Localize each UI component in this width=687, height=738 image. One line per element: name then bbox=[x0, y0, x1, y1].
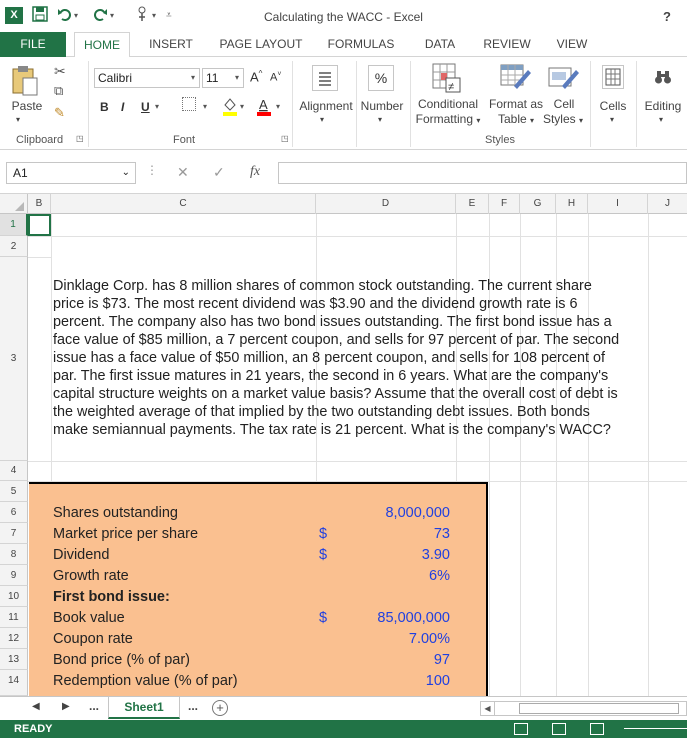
column-header-h[interactable]: H bbox=[556, 194, 588, 214]
customize-qat-icon[interactable]: ⩡ bbox=[166, 10, 172, 21]
problem-line: issue has a face value of $50 million, an 8 percent coupon, and sells for 108 percent of bbox=[53, 350, 605, 366]
column-headers bbox=[0, 193, 687, 214]
gridline bbox=[28, 257, 51, 258]
alignment-button[interactable]: Alignment bbox=[299, 99, 353, 113]
window-title: Calculating the WACC - Excel bbox=[264, 10, 423, 24]
binoculars-icon[interactable] bbox=[654, 69, 672, 88]
tab-review[interactable]: REVIEW bbox=[483, 37, 531, 51]
insert-function-icon[interactable]: fx bbox=[250, 164, 261, 179]
problem-line: face value of $85 million, a 7 percent coupon, and sells for 97 percent of par. The second bbox=[53, 332, 620, 348]
currency-symbol: $ bbox=[319, 526, 328, 542]
row-header-14[interactable]: 14 bbox=[0, 670, 28, 696]
input-label[interactable]: Growth rate bbox=[53, 568, 129, 584]
formula-bar bbox=[0, 150, 687, 192]
number-button[interactable]: Number bbox=[360, 99, 404, 113]
input-value[interactable]: 7.00% bbox=[408, 631, 450, 647]
row-header-8[interactable]: 8 bbox=[0, 544, 28, 565]
paste-button[interactable]: Paste bbox=[11, 99, 43, 113]
ribbon-home bbox=[0, 57, 687, 150]
italic-button[interactable]: I bbox=[121, 100, 125, 114]
row-header-1[interactable]: 1 bbox=[0, 214, 28, 236]
undo-dropdown-icon[interactable]: ▾ bbox=[74, 11, 79, 20]
fill-dropdown-icon[interactable]: ▾ bbox=[240, 102, 245, 111]
conditional-formatting-icon[interactable] bbox=[432, 62, 462, 94]
input-value[interactable]: 8,000,000 bbox=[385, 505, 450, 521]
cells-icon[interactable] bbox=[602, 65, 624, 89]
input-value[interactable]: 6% bbox=[429, 568, 450, 584]
chevron-down-icon: ▾ bbox=[190, 73, 195, 82]
editing-dropdown-icon[interactable]: ▾ bbox=[659, 115, 664, 124]
separator bbox=[410, 61, 411, 147]
cell-styles-label-2[interactable] bbox=[540, 112, 586, 126]
row-header-11[interactable]: 11 bbox=[0, 607, 28, 628]
section-heading[interactable]: First bond issue: bbox=[53, 589, 170, 605]
underline-dropdown-icon[interactable]: ▾ bbox=[155, 102, 160, 111]
input-label[interactable]: Market price per share bbox=[53, 526, 199, 542]
redo-dropdown-icon[interactable]: ▾ bbox=[110, 11, 115, 20]
copy-icon[interactable]: ⧉ bbox=[54, 83, 64, 98]
clipboard-launcher-icon[interactable]: ◳ bbox=[76, 134, 84, 143]
row-header-9[interactable]: 9 bbox=[0, 565, 28, 586]
underline-button[interactable]: U bbox=[141, 100, 150, 114]
column-header-c[interactable]: C bbox=[51, 194, 316, 214]
problem-line: price is $73. The most recent dividend was $3.90 and the dividend growth rate is 6 bbox=[53, 296, 578, 312]
row-header-3[interactable]: 3 bbox=[0, 257, 28, 461]
tab-home[interactable]: HOME bbox=[74, 32, 130, 58]
cancel-icon[interactable]: ✕ bbox=[177, 164, 189, 180]
format-as-table-icon[interactable] bbox=[500, 62, 532, 94]
tab-view[interactable]: VIEW bbox=[556, 37, 588, 51]
name-box[interactable] bbox=[6, 162, 136, 184]
tab-formulas[interactable]: FORMULAS bbox=[327, 37, 395, 51]
scroll-thumb[interactable] bbox=[519, 703, 679, 714]
enter-icon[interactable]: ✓ bbox=[213, 164, 225, 180]
input-label[interactable]: Redemption value (% of par) bbox=[53, 673, 238, 689]
row-header-13[interactable]: 13 bbox=[0, 649, 28, 670]
column-header-g[interactable]: G bbox=[520, 194, 556, 214]
column-header-b[interactable]: B bbox=[28, 194, 51, 214]
cell-styles-label-1[interactable]: Cell bbox=[553, 97, 575, 111]
group-styles: Styles bbox=[485, 134, 515, 146]
touch-dropdown-icon[interactable]: ▾ bbox=[152, 11, 157, 20]
more-sheets-left[interactable]: ... bbox=[89, 699, 100, 713]
input-value[interactable]: 100 bbox=[425, 673, 450, 689]
normal-view-icon[interactable] bbox=[514, 723, 528, 735]
format-as-table-label-1[interactable]: Format as bbox=[488, 97, 543, 111]
page-layout-view-icon[interactable] bbox=[552, 723, 566, 735]
chevron-down-icon: ▾ bbox=[579, 116, 584, 125]
row-header-2[interactable]: 2 bbox=[0, 236, 28, 257]
group-clipboard: Clipboard bbox=[16, 134, 64, 146]
cells-button[interactable]: Cells bbox=[599, 99, 627, 113]
separator bbox=[636, 61, 637, 147]
problem-line: Dinklage Corp. has 8 million shares of common stock outstanding. The current share bbox=[53, 278, 592, 294]
column-header-f[interactable]: F bbox=[489, 194, 520, 214]
formula-bar-more-icon[interactable]: ⋮ bbox=[146, 163, 158, 177]
input-value[interactable]: 73 bbox=[433, 526, 450, 542]
problem-line: percent. The company also has two bond issues outstanding. The first bond issue has a bbox=[53, 314, 612, 330]
paste-dropdown-icon[interactable]: ▾ bbox=[16, 115, 21, 124]
tab-insert[interactable]: INSERT bbox=[149, 37, 193, 51]
status-text: READY bbox=[14, 723, 53, 735]
group-font: Font bbox=[173, 134, 196, 146]
conditional-formatting-text: Formatting bbox=[415, 112, 473, 126]
gridline bbox=[28, 461, 687, 462]
column-header-j[interactable]: J bbox=[665, 198, 670, 209]
shrink-font-icon[interactable]: A˅ bbox=[270, 71, 282, 84]
currency-symbol: $ bbox=[319, 547, 328, 563]
currency-symbol: $ bbox=[319, 610, 328, 626]
excel-logo-icon: X bbox=[5, 7, 23, 24]
borders-icon[interactable] bbox=[182, 97, 196, 111]
column-header-e[interactable]: E bbox=[456, 194, 489, 214]
status-bar bbox=[0, 720, 687, 738]
svg-text:≠: ≠ bbox=[448, 81, 455, 93]
font-size-select[interactable] bbox=[202, 68, 244, 88]
input-label[interactable]: Bond price (% of par) bbox=[53, 652, 191, 668]
active-cell[interactable] bbox=[28, 214, 51, 236]
format-as-table-label-2[interactable] bbox=[484, 112, 548, 126]
tab-file[interactable]: FILE bbox=[0, 32, 66, 57]
input-label[interactable]: Book value bbox=[53, 610, 125, 626]
editing-button[interactable]: Editing bbox=[644, 99, 682, 113]
problem-line: make semiannual payments. The tax rate is 21 percent. What is the company's WACC? bbox=[53, 422, 611, 438]
column-header-d[interactable]: D bbox=[316, 194, 456, 214]
number-dropdown-icon[interactable]: ▾ bbox=[378, 115, 383, 124]
font-size-value: 11 bbox=[206, 71, 219, 85]
zoom-slider[interactable] bbox=[624, 728, 687, 729]
input-value[interactable]: 3.90 bbox=[421, 547, 450, 563]
row-header-10[interactable]: 10 bbox=[0, 586, 28, 607]
horizontal-scrollbar[interactable] bbox=[480, 701, 687, 716]
sheet-tab-bar bbox=[0, 696, 687, 720]
cut-icon[interactable]: ✂ bbox=[54, 63, 66, 79]
tab-page-layout[interactable]: PAGE LAYOUT bbox=[219, 37, 303, 51]
sheet-tab[interactable]: Sheet1 bbox=[108, 697, 180, 719]
cell-styles-icon[interactable] bbox=[548, 62, 580, 94]
help-icon[interactable]: ? bbox=[663, 9, 671, 24]
column-header-i[interactable]: I bbox=[588, 194, 648, 214]
row-header-7[interactable]: 7 bbox=[0, 523, 28, 544]
separator bbox=[292, 61, 293, 147]
select-all-button[interactable] bbox=[0, 194, 28, 214]
title-bar bbox=[0, 0, 687, 32]
scroll-right-icon[interactable]: ▶ bbox=[62, 701, 70, 712]
percent-format-icon[interactable]: % bbox=[368, 65, 394, 91]
problem-line: capital structure weights on a market value basis? Assume that the overall cost of debt is bbox=[53, 386, 618, 402]
borders-dropdown-icon[interactable]: ▾ bbox=[203, 102, 208, 111]
font-color-dropdown-icon[interactable]: ▾ bbox=[276, 102, 281, 111]
row-header-5[interactable]: 5 bbox=[0, 481, 28, 502]
font-color-icon[interactable] bbox=[256, 96, 272, 116]
formula-input[interactable] bbox=[278, 162, 687, 184]
separator bbox=[356, 61, 357, 147]
scroll-left-icon[interactable]: ◀ bbox=[32, 701, 40, 712]
font-name-value: Calibri bbox=[98, 71, 133, 85]
conditional-formatting-label-1[interactable]: Conditional bbox=[417, 97, 479, 111]
separator bbox=[590, 61, 591, 147]
alignment-icon[interactable] bbox=[312, 65, 338, 91]
problem-line: the weighted average of that implied by the two outstanding debt issues. Both bonds bbox=[53, 404, 590, 420]
input-label[interactable]: Shares outstanding bbox=[53, 505, 178, 521]
more-sheets-right[interactable]: ... bbox=[188, 699, 199, 713]
input-value[interactable]: 85,000,000 bbox=[377, 610, 450, 626]
input-label[interactable]: Coupon rate bbox=[53, 631, 133, 647]
row-header-12[interactable]: 12 bbox=[0, 628, 28, 649]
conditional-formatting-label-2[interactable] bbox=[412, 112, 484, 126]
grow-font-icon[interactable]: A^ bbox=[250, 69, 263, 85]
font-name-select[interactable] bbox=[94, 68, 200, 88]
input-value[interactable]: 97 bbox=[433, 652, 450, 668]
tab-data[interactable]: DATA bbox=[424, 37, 456, 51]
cell-styles-text: Styles bbox=[542, 112, 576, 126]
alignment-dropdown-icon[interactable]: ▾ bbox=[320, 115, 325, 124]
input-label[interactable]: Dividend bbox=[53, 547, 110, 563]
cells-dropdown-icon[interactable]: ▾ bbox=[610, 115, 615, 124]
gridline bbox=[28, 236, 687, 237]
svg-text:A: A bbox=[259, 97, 268, 112]
font-launcher-icon[interactable]: ◳ bbox=[281, 134, 289, 143]
format-painter-icon[interactable]: ✎ bbox=[54, 105, 65, 120]
paste-icon[interactable] bbox=[10, 63, 40, 97]
format-as-table-text: Table bbox=[497, 112, 527, 126]
new-sheet-button[interactable]: + bbox=[212, 700, 228, 716]
separator bbox=[88, 61, 89, 147]
ribbon-tabs bbox=[0, 32, 687, 57]
row-header-4[interactable]: 4 bbox=[0, 461, 28, 481]
row-header-6[interactable]: 6 bbox=[0, 502, 28, 523]
bold-button[interactable]: B bbox=[100, 100, 109, 114]
chevron-down-icon: ▾ bbox=[476, 116, 481, 125]
page-break-view-icon[interactable] bbox=[590, 723, 604, 735]
problem-line: par. The first issue matures in 21 years, the second in 6 years. What are the company's bbox=[53, 368, 609, 384]
scroll-left-arrow-icon[interactable]: ◀ bbox=[481, 702, 495, 715]
name-box-value: A1 bbox=[13, 166, 28, 180]
chevron-down-icon: ⌄ bbox=[121, 167, 130, 178]
chevron-down-icon: ▾ bbox=[234, 73, 239, 82]
fill-color-icon[interactable] bbox=[222, 96, 238, 116]
problem-statement[interactable] bbox=[53, 277, 687, 439]
chevron-down-icon: ▾ bbox=[530, 116, 535, 125]
